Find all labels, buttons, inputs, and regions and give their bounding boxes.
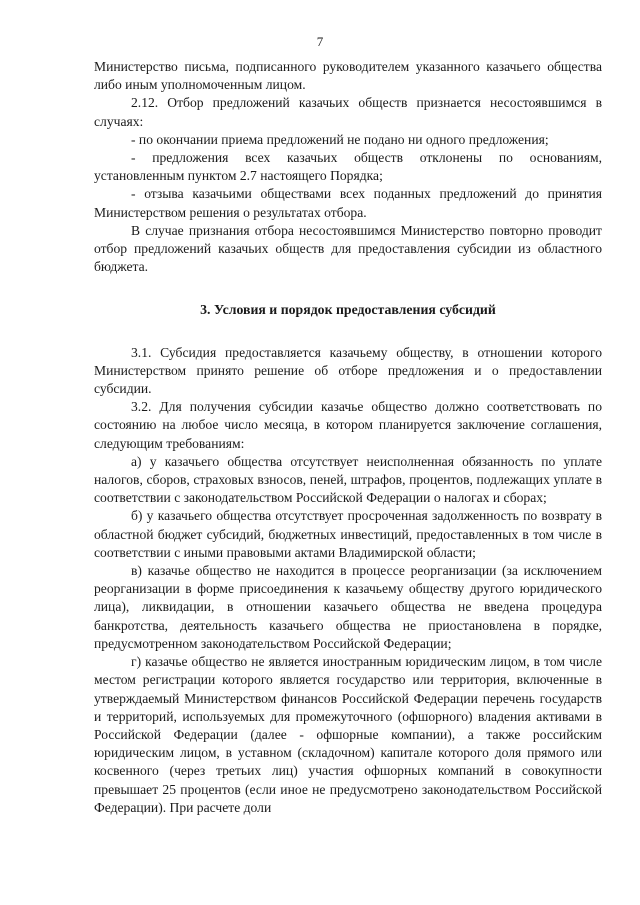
paragraph-3-1: 3.1. Субсидия предоставляется казачьему обществу, в отношении которого Министерством принято решение об отборе предложения и о предоставлении субсидии. [94, 344, 602, 397]
requirement-g: г) казачье общество не является иностранным юридическим лицом, в том числе местом регистрации которого является государство или территория, включенные в утверждаемый Министерством финансов Российской Федерации перечень государств и территорий, используемых для промежуточного (офшорного) владения активами в Российской Федерации (далее - офшорные компании), а также российским юридическим лицом, в уставном (складочном) капитале которого доля прямого или косвенного (через третьих лиц) участия офшорных компаний в совокупности превышает 25 процентов (если иное не предусмотрено законодательством Российской Федерации). При расчете доли [94, 654, 602, 815]
requirement-a: а) у казачьего общества отсутствует неисполненная обязанность по уплате налогов, сборов, страховых взносов, пеней, штрафов, процентов, подлежащих уплате в соответствии с законодательством Российской Федерации о налогах и сборах; [94, 453, 602, 506]
requirement-v: в) казачье общество не находится в процессе реорганизации (за исключением реорганизации в форме присоединения к казачьему обществу другого юридического лица), ликвидации, в отношении казачьего общества не введена процедура банкротства, деятельность казачьего общества не приостановлена в порядке, предусмотренном законодательством Российской Федерации; [94, 563, 602, 651]
list-item-all-rejected: - предложения всех казачьих обществ отклонены по основаниям, установленным пунктом 2.7 настоящего Порядка; [94, 150, 602, 184]
paragraph-3-2: 3.2. Для получения субсидии казачье общество должно соответствовать по состоянию на любое число месяца, в котором планируется заключение соглашения, следующим требованиям: [94, 399, 602, 451]
page-number: 7 [316, 34, 324, 49]
paragraph-2-12: 2.12. Отбор предложений казачьих обществ признается несостоявшимся в случаях: [94, 95, 602, 129]
list-item-no-proposals: - по окончании приема предложений не подано ни одного предложения; [131, 131, 549, 147]
list-item-all-withdrawn: - отзыва казачьими обществами всех поданных предложений до принятия Министерством решения о результатах отбора. [94, 186, 602, 220]
requirement-b: б) у казачьего общества отсутствует просроченная задолженность по возврату в областной бюджет субсидий, бюджетных инвестиций, предоставленных в том числе в соответствии с иными правовыми актами Владимирской области; [94, 508, 602, 560]
paragraph-repeat-selection: В случае признания отбора несостоявшимся Министерство повторно проводит отбор предложений казачьих обществ для предоставления субсидии из областного бюджета. [94, 222, 602, 275]
document-body [94, 58, 602, 817]
section-title: 3. Условия и порядок предоставления субсидий [200, 302, 496, 318]
paragraph-continuation: Министерство письма, подписанного руководителем указанного казачьего общества либо иным уполномоченным лицом. [94, 59, 602, 93]
